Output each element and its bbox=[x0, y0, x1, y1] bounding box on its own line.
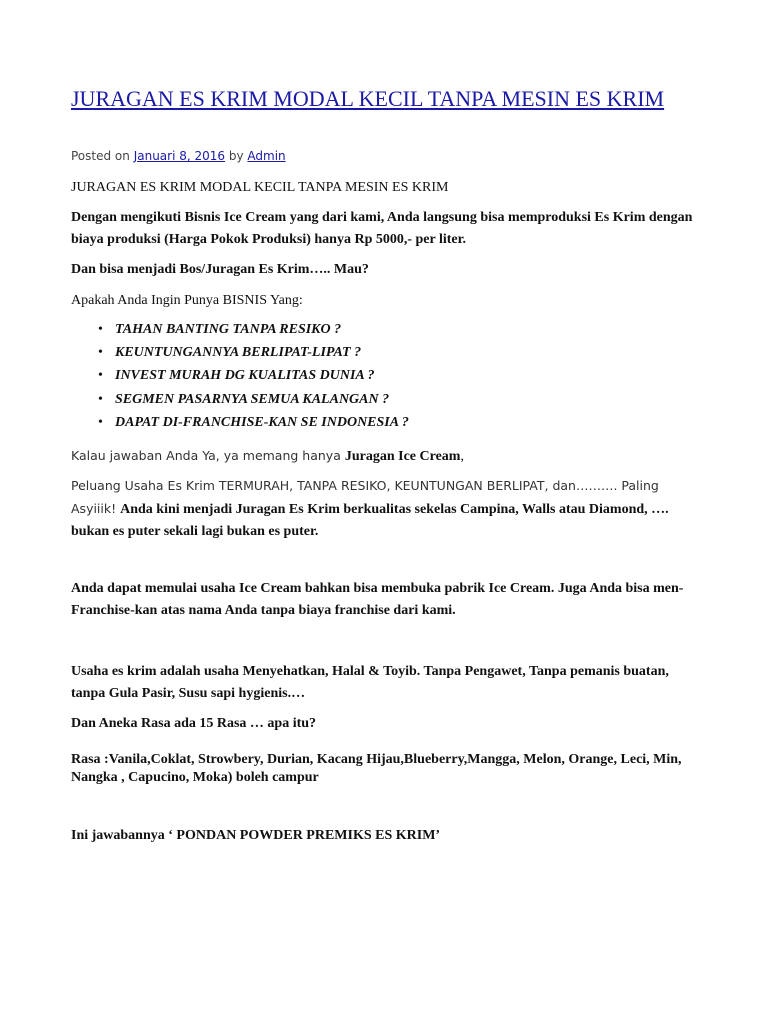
answer-bold: Juragan Ice Cream bbox=[344, 449, 461, 464]
author-link[interactable]: Admin bbox=[247, 149, 286, 163]
list-item: • TAHAN BANTING TANPA RESIKO ? bbox=[115, 318, 695, 341]
boss-question: Dan bisa menjadi Bos/Juragan Es Krim….. Mau? bbox=[71, 262, 369, 277]
posted-on-label: Posted on bbox=[71, 149, 130, 163]
body-heading: JURAGAN ES KRIM MODAL KECIL TANPA MESIN ES KRIM bbox=[71, 180, 449, 195]
answer-paragraph bbox=[71, 445, 701, 468]
list-item: • INVEST MURAH DG KUALITAS DUNIA ? bbox=[115, 364, 695, 387]
article-title-link[interactable]: JURAGAN ES KRIM MODAL KECIL TANPA MESIN ES KRIM bbox=[71, 86, 665, 111]
factory-paragraph: Anda dapat memulai usaha Ice Cream bahkan bisa membuka pabrik Ice Cream. Juga Anda bisa men-Franchise-kan atas nama Anda tanpa biaya franchise dari kami. bbox=[71, 581, 684, 618]
article-title bbox=[71, 86, 671, 112]
flavors-question: Dan Aneka Rasa ada 15 Rasa … apa itu? bbox=[71, 716, 317, 731]
opportunity-text: Peluang Usaha Es Krim TERMURAH, TANPA RESIKO, KEUNTUNGAN BERLIPAT, dan………. Paling Asyiiik! bbox=[71, 478, 659, 516]
list-item: • SEGMEN PASARNYA SEMUA KALANGAN ? bbox=[115, 388, 695, 411]
answer-suffix: , bbox=[460, 449, 464, 464]
benefits-list bbox=[71, 318, 695, 434]
opportunity-bold: Anda kini menjadi Juragan Es Krim berkualitas sekelas Campina, Walls atau Diamond, …. bukan es puter sekali lagi bukan es puter. bbox=[71, 502, 669, 539]
post-meta bbox=[71, 148, 286, 164]
flavors-list: Rasa :Vanila,Coklat, Strowbery, Durian, Kacang Hijau,Blueberry,Mangga, Melon, Orange, Leci, Min, Nangka , Capucino, Moka) boleh campur bbox=[71, 752, 682, 785]
post-date-link[interactable]: Januari 8, 2016 bbox=[133, 149, 226, 163]
list-item: • DAPAT DI-FRANCHISE-KAN SE INDONESIA ? bbox=[115, 411, 695, 434]
intro-paragraph: Dengan mengikuti Bisnis Ice Cream yang dari kami, Anda langsung bisa memproduksi Es Krim dengan biaya produksi (Harga Pokok Produksi) hanya Rp 5000,- per liter. bbox=[71, 210, 693, 247]
by-label: by bbox=[228, 149, 244, 163]
answer-prefix: Kalau jawaban Anda Ya, ya memang hanya bbox=[71, 448, 345, 463]
business-question: Apakah Anda Ingin Punya BISNIS Yang: bbox=[71, 293, 303, 308]
healthy-paragraph: Usaha es krim adalah usaha Menyehatkan, Halal & Toyib. Tanpa Pengawet, Tanpa pemanis buatan, tanpa Gula Pasir, Susu sapi hygienis.… bbox=[71, 664, 669, 701]
final-answer: Ini jawabannya ‘ PONDAN POWDER PREMIKS ES KRIM’ bbox=[71, 828, 441, 843]
list-item: • KEUNTUNGANNYA BERLIPAT-LIPAT ? bbox=[115, 341, 695, 364]
opportunity-paragraph bbox=[71, 475, 701, 543]
